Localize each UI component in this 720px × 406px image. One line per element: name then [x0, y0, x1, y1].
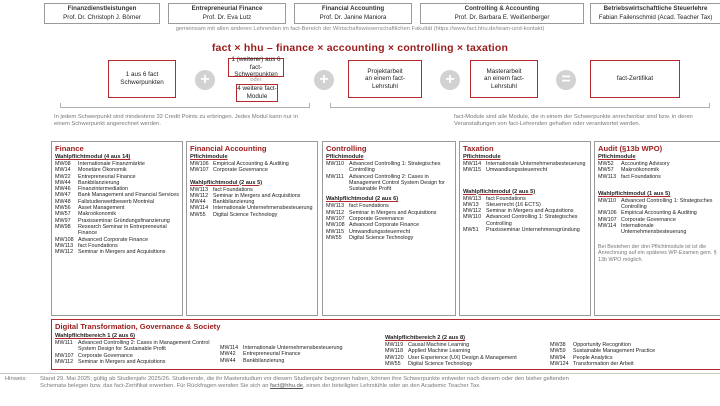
- module-title: Finance: [55, 144, 84, 153]
- module-code: MW114: [190, 205, 209, 212]
- module-code: MW14: [55, 167, 71, 174]
- module-row: [463, 227, 587, 233]
- plus-icon: [314, 70, 334, 90]
- module-code: MW110: [463, 214, 482, 221]
- chair-name: Entrepreneurial Finance: [191, 5, 263, 12]
- chair-box-entrepreneurial: [168, 3, 286, 24]
- module-box-digital: [51, 319, 720, 370]
- module-row: [550, 361, 715, 367]
- section-heading: Pflichtmodule: [598, 154, 636, 160]
- module-code: MW56: [55, 205, 71, 212]
- module-name: Advanced Controlling 1: Strategisches Controlling: [486, 214, 578, 227]
- chair-box-tax: [590, 3, 720, 24]
- module-name: Causal Machine Learning: [408, 342, 470, 348]
- module-code: MW111: [326, 173, 344, 180]
- module-list: [190, 161, 314, 174]
- section-heading: Wahlpflichtmodul (1 aus 5): [598, 190, 671, 197]
- module-code: MW98: [55, 223, 71, 230]
- chair-prof: Prof. Dr. Janine Maniora: [319, 13, 387, 21]
- module-name: Opportunity Recognition: [573, 342, 631, 348]
- chair-name: Controlling & Accounting: [464, 5, 540, 12]
- team-note: gemeinsam mit allen anderen Lehrenden im fact-Bereich der Wirtschaftswissenschaftlichen Fakultät (https://www.fact.hhu.de/team-und-kontakt): [175, 26, 545, 32]
- module-list: [550, 342, 715, 367]
- plus-icon: [440, 70, 460, 90]
- module-code: MW13: [463, 201, 479, 208]
- module-name: Steuerrecht (16 ECTS): [486, 201, 541, 208]
- module-code: MW112: [326, 209, 345, 216]
- module-name: Research Seminar in Entrepreneurial Finance: [78, 223, 167, 237]
- module-code: MW115: [326, 228, 345, 235]
- module-code: MW106: [190, 161, 209, 167]
- module-name: People Analytics: [573, 354, 613, 361]
- module-title: Taxation: [463, 144, 494, 153]
- module-code: MW107: [326, 216, 345, 223]
- or-label: oder: [250, 77, 262, 83]
- bracket-left: [60, 103, 310, 108]
- module-code: MW108: [326, 222, 345, 229]
- module-name: Seminar in Mergers and Acquisitions: [78, 249, 166, 256]
- module-name: Advanced Corporate Finance: [349, 222, 420, 229]
- module-row: [463, 214, 587, 227]
- bracket-right: [330, 103, 710, 108]
- plus-icon: [195, 70, 215, 90]
- module-box-taxation: [459, 141, 591, 316]
- module-name: Advanced Controlling 1: Strategisches Controlling: [349, 161, 441, 174]
- chair-prof: Prof. Dr. Christoph J. Börner: [63, 13, 141, 21]
- footer-label: Hinweis:: [5, 376, 27, 382]
- module-code: MW111: [55, 340, 73, 346]
- module-code: MW44: [220, 357, 236, 364]
- module-code: MW47: [55, 192, 71, 199]
- module-code: MW119: [385, 342, 404, 348]
- module-code: MW107: [190, 167, 209, 174]
- module-row: [55, 359, 218, 365]
- module-name: Praxisseminar Unternehmensgründung: [486, 227, 580, 234]
- plus-glyph: +: [200, 71, 210, 88]
- chair-box-financial-accounting: [294, 3, 412, 24]
- module-name: Monetäre Ökonomik: [78, 167, 127, 174]
- module-code: MW113: [55, 242, 74, 249]
- module-row: [385, 361, 545, 367]
- footer-note: [40, 376, 720, 391]
- module-code: MW42: [220, 351, 236, 358]
- module-code: MW22: [55, 173, 71, 180]
- module-code: MW114: [220, 345, 239, 351]
- module-code: MW97: [55, 217, 71, 224]
- module-code: MW57: [55, 211, 71, 218]
- module-code: MW114: [463, 161, 482, 167]
- module-code: MW113: [326, 203, 345, 210]
- module-row: [463, 167, 587, 173]
- section-heading: Pflichtmodule: [463, 154, 501, 160]
- page-title: fact × hhu – finance × accounting × controlling × taxation: [211, 42, 509, 54]
- section-heading: Wahlpflichtbereich 2 (2 aus 8): [385, 335, 466, 341]
- module-row: [326, 174, 452, 193]
- module-list: [463, 161, 587, 174]
- module-name: User Experience (UX) Design & Management: [408, 354, 517, 361]
- module-list: [190, 187, 314, 218]
- module-name: Asset Management: [78, 205, 125, 212]
- module-code: MW107: [598, 216, 617, 223]
- module-title: Audit (§13b WPO): [598, 144, 663, 153]
- module-name: Umwandlungssteuerrecht: [486, 167, 548, 174]
- module-code: MW55: [385, 360, 401, 367]
- module-list: [55, 340, 218, 365]
- equals-glyph: =: [561, 71, 571, 88]
- module-name: Applied Machine Learning: [408, 348, 471, 355]
- flow-box-text: 1 (weiterer) aus 6 fact-Schwerpunkten: [231, 56, 281, 79]
- module-list: [326, 161, 452, 192]
- flow-box-text: Projektarbeit an einem fact-Lehrstuhl: [365, 67, 405, 90]
- module-name: Advanced Corporate Finance: [78, 236, 149, 243]
- section-heading: Pflichtmodule: [326, 154, 364, 160]
- module-name: Sustainable Management Practice: [573, 348, 656, 355]
- module-code: MW94: [550, 354, 566, 361]
- module-name: Makroökonomik: [78, 211, 117, 218]
- chair-prof: Prof. Dr. Barbara E. Weißenberger: [454, 13, 550, 21]
- section-heading: Wahlpflichtbereich 1 (2 aus 6): [55, 333, 136, 339]
- module-name: fact Foundations: [213, 186, 253, 193]
- module-box-audit: [594, 141, 720, 316]
- module-code: MW112: [55, 249, 74, 256]
- module-name: Entrepreneurial Finance: [243, 351, 301, 358]
- module-code: MW44: [55, 179, 71, 186]
- module-name: Corporate Governance: [78, 352, 133, 359]
- module-row: [598, 198, 717, 211]
- chair-prof: Fabian Failenschmid (Acad. Teacher Tax): [598, 13, 713, 21]
- flow-box-masterarbeit: [470, 60, 538, 98]
- module-name: fact Foundations: [78, 242, 118, 249]
- credit-note: In jedem Schwerpunkt sind mindestens 32 Credit Points zu erbringen. Jedes Modul kann nur in einem Schwerpunkt angerechnet werden.: [54, 114, 298, 128]
- module-name: Fallstudienwettbewerb Montréal: [78, 198, 155, 205]
- module-row: [55, 249, 179, 255]
- module-name: Seminar in Mergers and Acquisitions: [349, 209, 437, 216]
- module-name: Empirical Accounting & Auditing: [213, 161, 289, 167]
- module-name: Advanced Controlling 1: Strategisches Controlling: [621, 197, 713, 211]
- module-name: Corporate Governance: [621, 216, 676, 223]
- footer-text: Schemata belegen bzw. das fact-Zertifikat erwerben. Für Rückfragen wenden Sie sich an: [40, 383, 271, 390]
- chair-prof: Prof. Dr. Eva Lutz: [202, 13, 252, 21]
- module-list: [463, 196, 587, 234]
- flow-box-zertifikat: [590, 60, 680, 98]
- fact-module-note: fact-Module sind alle Module, die in einem der Schwerpunkte anrechenbar sind bzw. in deren Veranstaltungen von fact-Lehrenden gehalten oder verantwortet werden.: [454, 114, 693, 128]
- module-name: Praxisseminar Gründungsfinanzierung: [78, 217, 170, 224]
- module-name: Transformation der Arbeit: [573, 360, 634, 367]
- flow-box-second-schwerpunkt: [228, 58, 284, 77]
- module-code: MW106: [598, 210, 617, 217]
- flow-box-four-modules: [236, 84, 278, 102]
- module-name: Makroökonomik: [621, 167, 660, 174]
- module-code: MW48: [55, 198, 71, 205]
- chair-box-controlling: [420, 3, 584, 24]
- section-heading: Pflichtmodule: [190, 154, 228, 160]
- module-code: MW113: [190, 186, 209, 193]
- plus-glyph: +: [319, 71, 329, 88]
- module-name: Internationale Finanzmärkte: [78, 161, 145, 167]
- module-row: [220, 358, 380, 364]
- module-name: Seminar in Mergers and Acquisitions: [78, 358, 166, 365]
- module-list: [326, 203, 452, 241]
- footer-text: , einen der beteiligten Lehrstühle oder an den Academic Teacher Tax.: [303, 383, 481, 390]
- module-code: MW57: [598, 167, 614, 174]
- module-name: Digital Science Technology: [213, 211, 278, 218]
- module-code: MW46: [55, 186, 71, 193]
- module-code: MW108: [55, 236, 74, 243]
- module-box-financial-accounting: [186, 141, 318, 316]
- flow-box-text: 1 aus 6 fact Schwerpunkten: [120, 71, 164, 86]
- module-code: MW110: [598, 197, 617, 204]
- section-heading: Wahlpflichtmodul (2 aus 6): [326, 196, 399, 203]
- module-name: Bankbilanzierung: [243, 357, 285, 364]
- flow-box-text: 4 weitere fact-Module: [237, 85, 277, 100]
- module-code: MW114: [598, 223, 617, 230]
- module-name: Digital Science Technology: [408, 360, 473, 367]
- module-name: Internationale Unternehmensbesteuerung: [213, 205, 313, 212]
- module-name: fact Foundations: [349, 203, 389, 210]
- module-title: Controlling: [326, 144, 367, 153]
- module-name: Bankbilanzierung: [213, 199, 255, 206]
- footer-divider: [0, 373, 720, 374]
- module-row: [326, 235, 452, 241]
- module-name: Corporate Governance: [213, 167, 268, 174]
- module-list: [55, 161, 179, 255]
- module-name: Internationale Unternehmensbesteuerung: [621, 223, 687, 236]
- module-row: [598, 174, 717, 180]
- module-code: MW113: [598, 173, 617, 180]
- flow-box-projektarbeit: [348, 60, 422, 98]
- module-list: [598, 161, 717, 180]
- module-code: MW59: [550, 348, 566, 355]
- module-name: Finanzintermediation: [78, 186, 129, 193]
- module-name: Accounting Advisory: [621, 161, 670, 167]
- module-code: MW115: [463, 167, 482, 174]
- module-title: Financial Accounting: [190, 144, 267, 153]
- module-code: MW124: [550, 360, 569, 367]
- audit-note: Bei Bestehen der drei Pflichtmodule ist ist die Anrechnung auf ein späteres WP-Examen gem. § 13b WPO möglich.: [598, 243, 717, 263]
- module-name: Corporate Governance: [349, 216, 404, 223]
- module-name: fact Foundations: [486, 195, 526, 202]
- module-name: fact Foundations: [621, 173, 661, 180]
- module-code: MW52: [598, 161, 614, 167]
- chair-box-finance: [44, 3, 160, 24]
- module-name: Entrepreneurial Finance: [78, 173, 136, 180]
- module-name: Digital Science Technology: [349, 234, 414, 241]
- plus-glyph: +: [445, 71, 455, 88]
- module-name: Empirical Accounting & Auditing: [621, 210, 697, 217]
- chair-name: Betriebswirtschaftliche Steuerlehre: [603, 5, 708, 12]
- section-heading: Wahlpflichtmodul (2 aus 5): [463, 188, 536, 195]
- module-name: Bank Management and Financial Services: [78, 192, 179, 199]
- module-code: MW107: [55, 352, 74, 359]
- module-code: MW112: [463, 208, 482, 215]
- module-row: [326, 161, 452, 174]
- section-heading: Wahlpflichtmodul (2 aus 5): [190, 179, 263, 186]
- module-code: MW44: [190, 199, 206, 206]
- module-code: MW120: [385, 354, 404, 361]
- module-row: [190, 212, 314, 218]
- module-name: Advanced Controlling 2: Cases in Management Control System Design for Sustainable Profit: [78, 340, 210, 353]
- module-row: [55, 224, 179, 237]
- equals-icon: [556, 70, 576, 90]
- module-code: MW55: [190, 211, 206, 218]
- module-row: [190, 167, 314, 173]
- module-code: MW112: [190, 192, 209, 199]
- module-name: Umwandlungssteuerrecht: [349, 228, 411, 235]
- module-title: Digital Transformation, Governance & Society: [55, 322, 221, 331]
- module-code: MW55: [326, 234, 342, 241]
- module-code: MW38: [550, 342, 566, 348]
- flow-box-text: fact-Zertifikat: [616, 75, 654, 83]
- module-list: [598, 198, 717, 236]
- module-box-finance: [51, 141, 183, 316]
- module-box-controlling: [322, 141, 456, 316]
- chair-name: Financial Accounting: [321, 5, 385, 12]
- module-list: [220, 345, 380, 364]
- module-code: MW51: [463, 227, 479, 234]
- module-name: Seminar in Mergers and Acquisitions: [486, 208, 574, 215]
- footer-line-2: [40, 383, 720, 390]
- module-row: [55, 340, 218, 353]
- module-code: MW113: [463, 195, 482, 202]
- module-row: [598, 223, 717, 236]
- contact-email-link[interactable]: fact@hhu.de: [270, 383, 304, 390]
- module-list: [385, 342, 545, 367]
- section-heading: Wahlpflichtmodul (4 aus 14): [55, 154, 131, 160]
- footer-line-1: Stand 29. Mai 2025; gültig ab Studienjahr 2025/26. Studierende, die ihr Masterstudium vor diesem Studienjahr begonnen haben, können ihre Schwerpunkte entweder nach diesem oder den bisher geltenden: [40, 376, 569, 382]
- module-name: Internationale Unternehmensbesteuerung: [243, 345, 343, 351]
- module-code: MW118: [385, 348, 404, 355]
- module-name: Bankbilanzierung: [78, 179, 120, 186]
- chair-name: Finanzdienstleistungen: [67, 5, 137, 12]
- flow-box-text: Masterarbeit an einem fact-Lehrstuhl: [484, 67, 524, 90]
- module-code: MW08: [55, 161, 71, 167]
- module-name: Seminar in Mergers and Acquisitions: [213, 192, 301, 199]
- module-name: Internationale Unternehmensbesteuerung: [486, 161, 586, 167]
- module-code: MW110: [326, 161, 345, 167]
- flow-box-schwerpunkt: [108, 60, 176, 98]
- module-name: Advanced Controlling 2: Cases in Management Control System Design for Sustainable Profit: [349, 173, 445, 193]
- module-code: MW112: [55, 358, 74, 365]
